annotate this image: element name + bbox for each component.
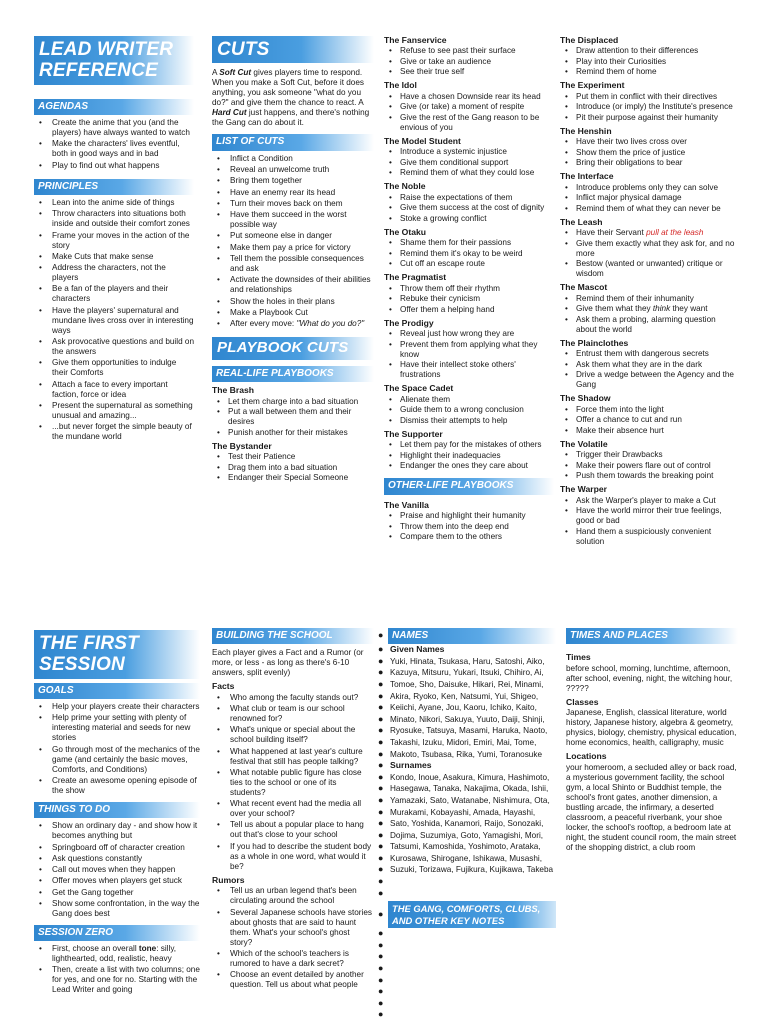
first-session-title bbox=[34, 630, 200, 679]
playbook-list bbox=[384, 440, 554, 471]
list-item: • Ask them a probing, alarming question about the world bbox=[560, 315, 738, 335]
session-zero-list bbox=[34, 944, 200, 995]
bullet-icon bbox=[378, 888, 390, 900]
list-item: • Ask provocative questions and build on the answers bbox=[34, 337, 194, 357]
list-item: • Activate the downsides of their abilities and relationships bbox=[212, 275, 374, 295]
names-column bbox=[378, 628, 556, 1024]
agendas-list bbox=[34, 118, 194, 171]
list-item: • Offer them a helping hand bbox=[384, 305, 554, 315]
list-item: • What recent event had the media all over your school? bbox=[212, 799, 374, 819]
playbook-name: The Pragmatist bbox=[384, 272, 447, 283]
playbook-list bbox=[384, 395, 554, 426]
playbook-name: The Vanilla bbox=[384, 499, 429, 510]
title-line: SESSION bbox=[39, 654, 125, 676]
bullet-icon bbox=[378, 749, 390, 761]
building-school-heading: BUILDING THE SCHOOL bbox=[212, 628, 374, 644]
list-item: • Tell them the possible consequences and ask bbox=[212, 254, 374, 274]
list-item: • See their true self bbox=[384, 67, 554, 77]
list-item: • Endanger their Special Someone bbox=[212, 473, 374, 483]
playbook-list bbox=[560, 496, 738, 547]
playbook-list bbox=[560, 294, 738, 335]
bullet-icon bbox=[378, 702, 390, 714]
list-item: • Offer a chance to cut and run bbox=[560, 415, 738, 425]
list-item: • Let them pay for the mistakes of others bbox=[384, 440, 554, 450]
cuts-list bbox=[212, 154, 374, 330]
playbook-list bbox=[384, 46, 554, 77]
text: : silly, lighthearted, odd, realistic, heavy bbox=[52, 944, 177, 964]
list-item: • Play into their Curiosities bbox=[560, 57, 738, 67]
list-item: • Present the supernatural as something unusual and amazing... bbox=[34, 401, 194, 421]
text: Give them what they bbox=[576, 304, 653, 314]
list-item: • Guide them to a wrong conclusion bbox=[384, 405, 554, 415]
list-item: • Punish another for their mistakes bbox=[212, 428, 374, 438]
list-item: • Tell us an urban legend that's been circulating around the school bbox=[212, 886, 374, 906]
bullet-icon bbox=[378, 1009, 390, 1021]
bullet-icon bbox=[378, 714, 390, 726]
given-names: Yuki, Hinata, Tsukasa, Haru, Satoshi, Aiko, Kazuya, Mitsuru, Yukari, Itsuki, Chihiro, Ai, Tomoe, Sho, Daisuke, Hikari, Rei, Minami, Akira, Ryoko, Ken, Natsumi, Yui, Shigeo, Keiichi, Ayane, Jou, Kaoru, Ichiko, Kaito, Minato, Nikori, Sakuya, Yuuto, Daiji, Shinji, Ryosuke, Tatsuya, Masami, Haruka, Naoto, Takashi, Izuku, Midori, Emiri, Mai, Tome, Makoto, Tsubasa, Rika, Yumi, Toranosuke bbox=[390, 656, 548, 759]
times-text: before school, morning, lunchtime, afternoon, after school, evening, night, the witching hour, ????? bbox=[566, 663, 733, 693]
other-life-heading: OTHER-LIFE PLAYBOOKS bbox=[384, 478, 554, 494]
times-label: Times bbox=[566, 652, 591, 663]
session-zero-heading: SESSION ZERO bbox=[34, 925, 200, 941]
list-item: • What notable public figure has close ties to the school or one of its students? bbox=[212, 768, 374, 798]
list-item: • Make their powers flare out of control bbox=[560, 461, 738, 471]
list-item: • Bring them together bbox=[212, 176, 374, 186]
text: they want bbox=[670, 304, 708, 314]
list-item: • Call out moves when they happen bbox=[34, 865, 200, 875]
playbook-name: The Displaced bbox=[560, 35, 619, 45]
list-item: • Cut off an escape route bbox=[384, 259, 554, 269]
playbook-list bbox=[560, 46, 738, 77]
lead-writer-title bbox=[34, 36, 194, 85]
playbook-name: The Volatile bbox=[560, 438, 608, 449]
bullet-icon bbox=[378, 951, 390, 963]
list-item: • Frame your moves in the action of the story bbox=[34, 231, 194, 251]
goals-heading: GOALS bbox=[34, 683, 200, 699]
emphasis-text: think bbox=[652, 304, 671, 314]
playbook-name: The Idol bbox=[384, 80, 417, 91]
list-item: • Attach a face to every important faction, force or idea bbox=[34, 380, 194, 400]
facts-list bbox=[212, 693, 374, 872]
list-item: • Make a Playbook Cut bbox=[212, 308, 374, 318]
playbook-name: The Leash bbox=[560, 216, 603, 227]
cuts-intro bbox=[212, 68, 374, 128]
list-item: • Tell us about a popular place to hang out that's close to your school bbox=[212, 820, 374, 840]
playbook-name: The Prodigy bbox=[384, 317, 434, 328]
rumors-label: Rumors bbox=[212, 874, 245, 885]
list-item: • Bring their obligations to bear bbox=[560, 158, 738, 168]
list-item: • Ask questions constantly bbox=[34, 854, 200, 864]
list-item: • Remind them of what they could lose bbox=[384, 168, 554, 178]
list-item: • Give them conditional support bbox=[384, 158, 554, 168]
bullet-icon bbox=[378, 963, 390, 975]
list-item: • ...but never forget the simple beauty of the mundane world bbox=[34, 422, 194, 442]
bullet-icon bbox=[378, 986, 390, 998]
list-item: • Bestow (wanted or unwanted) critique or wisdom bbox=[560, 259, 738, 279]
list-item bbox=[212, 319, 374, 329]
list-item: • Draw attention to their differences bbox=[560, 46, 738, 56]
bullet-icon bbox=[378, 760, 390, 772]
list-item: • Help your players create their characters bbox=[34, 702, 200, 712]
bullet-icon bbox=[378, 783, 390, 795]
list-item: • Throw characters into situations both inside and outside their comfort zones bbox=[34, 209, 194, 229]
playbook-list bbox=[384, 511, 554, 542]
list-item bbox=[560, 304, 738, 314]
bullet-icon bbox=[378, 940, 390, 952]
title-line: LEAD WRITER bbox=[39, 39, 174, 60]
list-item: • Address the characters, not the players bbox=[34, 263, 194, 283]
list-item: • Hand them a suspiciously convenient solution bbox=[560, 527, 738, 547]
list-item: • What club or team is our school renowned for? bbox=[212, 704, 374, 724]
text: just happens, and there's nothing the Gang can do about it. bbox=[212, 108, 370, 128]
text: First, choose an overall bbox=[52, 944, 139, 954]
bullet-icon bbox=[378, 691, 390, 703]
list-item: • Turn their moves back on them bbox=[212, 199, 374, 209]
bullet-icon bbox=[378, 998, 390, 1010]
list-item bbox=[560, 228, 738, 238]
bullet-icon bbox=[378, 909, 388, 921]
list-item: • Help prime your setting with plenty of interesting material and seeds for new stories bbox=[34, 713, 200, 743]
times-places-heading: TIMES AND PLACES bbox=[566, 628, 738, 644]
list-item: • Drive a wedge between the Agency and the Gang bbox=[560, 370, 738, 390]
list-item: • Rebuke their cynicism bbox=[384, 294, 554, 304]
bullet-icon bbox=[378, 928, 390, 940]
cuts-column bbox=[212, 36, 374, 484]
names-content bbox=[390, 644, 556, 899]
real-life-heading: REAL-LIFE PLAYBOOKS bbox=[212, 366, 374, 382]
list-item: • Entrust them with dangerous secrets bbox=[560, 349, 738, 359]
surnames-label: Surnames bbox=[390, 760, 432, 771]
list-item: • Have the world mirror their true feelings, good or bad bbox=[560, 506, 738, 526]
classes-text: Japanese, English, classical literature, world history, Japanese history, algebra & geometry, physics, biology, chemistry, physical education, home economics, health, calligraphy, music bbox=[566, 708, 737, 748]
list-item: • Inflict major physical damage bbox=[560, 193, 738, 203]
playbook-name: The Noble bbox=[384, 181, 426, 192]
list-item: • What happened at last year's culture festival that still has people talking? bbox=[212, 747, 374, 767]
times-places-column bbox=[566, 628, 738, 1024]
list-item: • Inflict a Condition bbox=[212, 154, 374, 164]
list-item: • Remind them of their inhumanity bbox=[560, 294, 738, 304]
playbook-list bbox=[384, 284, 554, 315]
playbook-list bbox=[560, 450, 738, 481]
list-item: • Who among the faculty stands out? bbox=[212, 693, 374, 703]
playbook-name: The Otaku bbox=[384, 226, 427, 237]
lead-writer-column bbox=[34, 36, 194, 443]
bullet-icon bbox=[378, 818, 390, 830]
bullet-icon bbox=[378, 841, 390, 853]
bullet-icon bbox=[378, 975, 390, 987]
list-item: • Prevent them from applying what they know bbox=[384, 340, 554, 360]
list-item: • Get the Gang together bbox=[34, 888, 200, 898]
playbook-cuts-title: PLAYBOOK CUTS bbox=[212, 337, 374, 360]
bullet-column bbox=[378, 928, 390, 1024]
list-item: • Give the rest of the Gang reason to be envious of you bbox=[384, 113, 554, 133]
list-item: • Then, create a list with two columns; one for yes, and one for no. Starting with the Lead Writer and going bbox=[34, 965, 200, 995]
list-item: • Have them succeed in the worst possible way bbox=[212, 210, 374, 230]
list-item: • Introduce (or imply) the Institute's presence bbox=[560, 102, 738, 112]
list-item: • Throw them off their rhythm bbox=[384, 284, 554, 294]
bullet-column bbox=[378, 644, 390, 899]
list-item: • Trigger their Drawbacks bbox=[560, 450, 738, 460]
list-item: • Be a fan of the players and their characters bbox=[34, 284, 194, 304]
names-heading: NAMES bbox=[388, 628, 556, 644]
playbook-name: The Supporter bbox=[384, 428, 443, 439]
text: A bbox=[212, 68, 220, 78]
list-item: • Make them pay a price for victory bbox=[212, 243, 374, 253]
bullet-icon bbox=[378, 725, 390, 737]
playbook-list bbox=[560, 183, 738, 214]
list-item: • Give them opportunities to indulge their Comforts bbox=[34, 358, 194, 378]
rumors-list bbox=[212, 886, 374, 990]
list-item: • Go through most of the mechanics of the game (and certainly the basic moves, Comforts, and Conditions) bbox=[34, 745, 200, 775]
list-item: • Throw them into the deep end bbox=[384, 522, 554, 532]
building-school-column bbox=[212, 628, 374, 1024]
surnames: Kondo, Inoue, Asakura, Kimura, Hashimoto, Hasegawa, Tanaka, Nakajima, Okada, Ishii, Yamazaki, Sato, Watanabe, Nishimura, Ota, Murakami, Kobayashi, Amada, Hayashi, Sato, Yoshida, Kanamori, Raijo, Sonozaki, Dojima, Suzumiya, Goto, Yamagishi, Mori, Tatsumi, Kamoshida, Yoshimoto, Arataka, Kurosawa, Shirogane, Ishikawa, Musashi, Suzuki, Torizawa, Fujikura, Kujikawa, Takeba bbox=[390, 772, 554, 875]
playbook-name: The Shadow bbox=[560, 393, 611, 404]
list-item: • Make Cuts that make sense bbox=[34, 252, 194, 262]
emphasis-text: pull at the leash bbox=[646, 228, 704, 238]
list-item: • Test their Patience bbox=[212, 452, 374, 462]
list-item: • Force them into the light bbox=[560, 405, 738, 415]
list-item: • If you had to describe the student body as a whole in one word, what would it be? bbox=[212, 842, 374, 872]
list-of-cuts-heading: LIST OF CUTS bbox=[212, 134, 374, 150]
list-item: • Introduce a systemic injustice bbox=[384, 147, 554, 157]
list-item: • Shame them for their passions bbox=[384, 238, 554, 248]
playbook-list bbox=[384, 92, 554, 133]
quote: "What do you do?" bbox=[296, 319, 365, 329]
playbook-name: The Space Cadet bbox=[384, 383, 454, 394]
list-item: • Show an ordinary day - and show how it becomes anything but bbox=[34, 821, 200, 841]
hard-cut-term: Hard Cut bbox=[212, 108, 247, 118]
list-item: • Let them charge into a bad situation bbox=[212, 397, 374, 407]
playbook-list bbox=[212, 397, 374, 438]
playbook-name: The Fanservice bbox=[384, 35, 447, 45]
list-item: • Create the anime that you (and the players) have always wanted to watch bbox=[34, 118, 194, 138]
list-item: • Give (or take) a moment of respite bbox=[384, 102, 554, 112]
school-intro: Each player gives a Fact and a Rumor (or more, or less - as long as there's 6-10 answers, split evenly) bbox=[212, 648, 364, 678]
first-session-column bbox=[34, 630, 200, 1024]
bullet-icon bbox=[378, 679, 390, 691]
text: Have their Servant bbox=[576, 228, 647, 238]
list-item: • Create an awesome opening episode of the show bbox=[34, 776, 200, 796]
playbook-list bbox=[560, 92, 738, 123]
list-item: • Make the characters' lives eventful, both in good ways and in bad bbox=[34, 139, 194, 159]
list-item: • Remind them it's okay to be weird bbox=[384, 249, 554, 259]
list-item: • Dismiss their attempts to help bbox=[384, 416, 554, 426]
list-item: • Ask the Warper's player to make a Cut bbox=[560, 496, 738, 506]
list-item: • Introduce problems only they can solve bbox=[560, 183, 738, 193]
list-item: • Show some confrontation, in the way the Gang does best bbox=[34, 899, 200, 919]
gang-header-row bbox=[378, 901, 556, 928]
playbook-name: The Warper bbox=[560, 484, 607, 495]
list-item: • Alienate them bbox=[384, 395, 554, 405]
list-item: • Give them exactly what they ask for, and no more bbox=[560, 239, 738, 259]
bullet-icon bbox=[378, 853, 390, 865]
playbook-name: The Mascot bbox=[560, 282, 608, 293]
list-item: • Compare them to the others bbox=[384, 532, 554, 542]
bullet-icon bbox=[378, 737, 390, 749]
title-line: REFERENCE bbox=[39, 60, 158, 82]
list-item: • Highlight their inadequacies bbox=[384, 451, 554, 461]
names-header-row bbox=[378, 628, 556, 644]
list-item: • Pit their purpose against their humanity bbox=[560, 113, 738, 123]
list-item: • Make their absence hurt bbox=[560, 426, 738, 436]
locations-text: your homeroom, a secluded alley or back road, a mysterious government facility, the school gym, a local Shinto or Buddhist temple, the school's front gates, another dimension, a bustling arcade, the infirmary, a deserted classroom, a peaceful riverbank, your shoe locker, the school's rooftop, a bedroom late at night, the student council room, the main street of the shopping district, a club room bbox=[566, 762, 737, 852]
playbook-list bbox=[212, 452, 374, 483]
locations-label: Locations bbox=[566, 751, 607, 762]
soft-cut-term: Soft Cut bbox=[219, 68, 252, 78]
list-item: • Offer moves when players get stuck bbox=[34, 876, 200, 886]
list-item: • Put them in conflict with their directives bbox=[560, 92, 738, 102]
playbooks-column-3 bbox=[384, 32, 554, 543]
title-line: THE FIRST bbox=[39, 633, 139, 654]
playbook-list bbox=[560, 349, 738, 390]
playbook-name: The Model Student bbox=[384, 135, 461, 146]
list-item: • Which of the school's teachers is rumored to have a dark secret? bbox=[212, 949, 374, 969]
playbook-name: The Experiment bbox=[560, 80, 625, 91]
bullet-icon bbox=[378, 807, 390, 819]
playbook-list bbox=[384, 329, 554, 380]
list-item: • Several Japanese schools have stories about ghosts that are said to haunt them. What's your school's ghost story? bbox=[212, 908, 374, 948]
list-item: • Endanger the ones they care about bbox=[384, 461, 554, 471]
bullet-icon bbox=[378, 795, 390, 807]
list-item: • Have an enemy rear its head bbox=[212, 188, 374, 198]
list-item: • Put someone else in danger bbox=[212, 231, 374, 241]
list-item: • Praise and highlight their humanity bbox=[384, 511, 554, 521]
list-item: • Lean into the anime side of things bbox=[34, 198, 194, 208]
list-item: • Put a wall between them and their desires bbox=[212, 407, 374, 427]
list-item: • Give them success at the cost of dignity bbox=[384, 203, 554, 213]
list-item: • Show the holes in their plans bbox=[212, 297, 374, 307]
bullet-icon bbox=[378, 876, 390, 888]
classes-label: Classes bbox=[566, 696, 599, 707]
list-item: • What's unique or special about the school building itself? bbox=[212, 725, 374, 745]
list-item: • Show them the price of justice bbox=[560, 148, 738, 158]
list-item: • Remind them of what they can never be bbox=[560, 204, 738, 214]
playbooks-column-4 bbox=[560, 32, 738, 547]
bullet-icon bbox=[378, 772, 390, 784]
bullet-icon bbox=[378, 667, 390, 679]
playbook-name: The Brash bbox=[212, 385, 255, 396]
bullet-icon bbox=[378, 830, 390, 842]
things-to-do-list bbox=[34, 821, 200, 919]
goals-list bbox=[34, 702, 200, 796]
list-item: • Reveal just how wrong they are bbox=[384, 329, 554, 339]
cuts-title: CUTS bbox=[212, 36, 374, 63]
list-item: • Stoke a growing conflict bbox=[384, 214, 554, 224]
list-item: • Remind them of home bbox=[560, 67, 738, 77]
gang-heading: THE GANG, COMFORTS, CLUBS, AND OTHER KEY NOTES bbox=[388, 901, 556, 928]
playbook-list bbox=[384, 193, 554, 224]
names-body bbox=[378, 644, 556, 899]
playbook-name: The Henshin bbox=[560, 125, 612, 136]
list-item: • Have their two lives cross over bbox=[560, 137, 738, 147]
playbook-list bbox=[560, 137, 738, 168]
playbook-name: The Interface bbox=[560, 171, 614, 182]
list-item: • Give or take an audience bbox=[384, 57, 554, 67]
playbook-list bbox=[384, 238, 554, 269]
playbook-list bbox=[560, 405, 738, 436]
bullet-icon bbox=[378, 864, 390, 876]
list-item: • Reveal an unwelcome truth bbox=[212, 165, 374, 175]
playbook-name: The Plainclothes bbox=[560, 337, 629, 348]
list-item: • Springboard off of character creation bbox=[34, 843, 200, 853]
list-item: • Drag them into a bad situation bbox=[212, 463, 374, 473]
playbook-name: The Bystander bbox=[212, 440, 272, 451]
list-item: • Have the players' supernatural and mundane lives cross over in interesting ways bbox=[34, 306, 194, 336]
list-item: • Raise the expectations of them bbox=[384, 193, 554, 203]
text: gives players time to respond. When you make a Soft Cut, before it does anything, you ask someone "what do you do?" and give them the chance to react. A bbox=[212, 68, 365, 108]
principles-list bbox=[34, 198, 194, 442]
list-item: • Refuse to see past their surface bbox=[384, 46, 554, 56]
playbook-list bbox=[384, 147, 554, 178]
bullet-icon bbox=[378, 630, 388, 642]
list-item: • Push them towards the breaking point bbox=[560, 471, 738, 481]
things-to-do-heading: THINGS TO DO bbox=[34, 802, 200, 818]
playbook-list bbox=[560, 228, 738, 279]
list-item: • Have a chosen Downside rear its head bbox=[384, 92, 554, 102]
agendas-heading: AGENDAS bbox=[34, 99, 194, 115]
list-item: • Play to find out what happens bbox=[34, 161, 194, 171]
given-names-label: Given Names bbox=[390, 644, 445, 655]
list-item: • Ask them what they are in the dark bbox=[560, 360, 738, 370]
text: After every move: bbox=[230, 319, 297, 329]
emphasis-text: tone bbox=[138, 944, 157, 954]
list-item: • Choose an event detailed by another question. Tell us about what people bbox=[212, 970, 374, 990]
bullet-icon bbox=[378, 644, 390, 656]
list-item: • Have their intellect stoke others' frustrations bbox=[384, 360, 554, 380]
facts-label: Facts bbox=[212, 681, 235, 692]
list-item bbox=[34, 944, 200, 964]
principles-heading: PRINCIPLES bbox=[34, 179, 194, 195]
bullet-icon bbox=[378, 656, 390, 668]
